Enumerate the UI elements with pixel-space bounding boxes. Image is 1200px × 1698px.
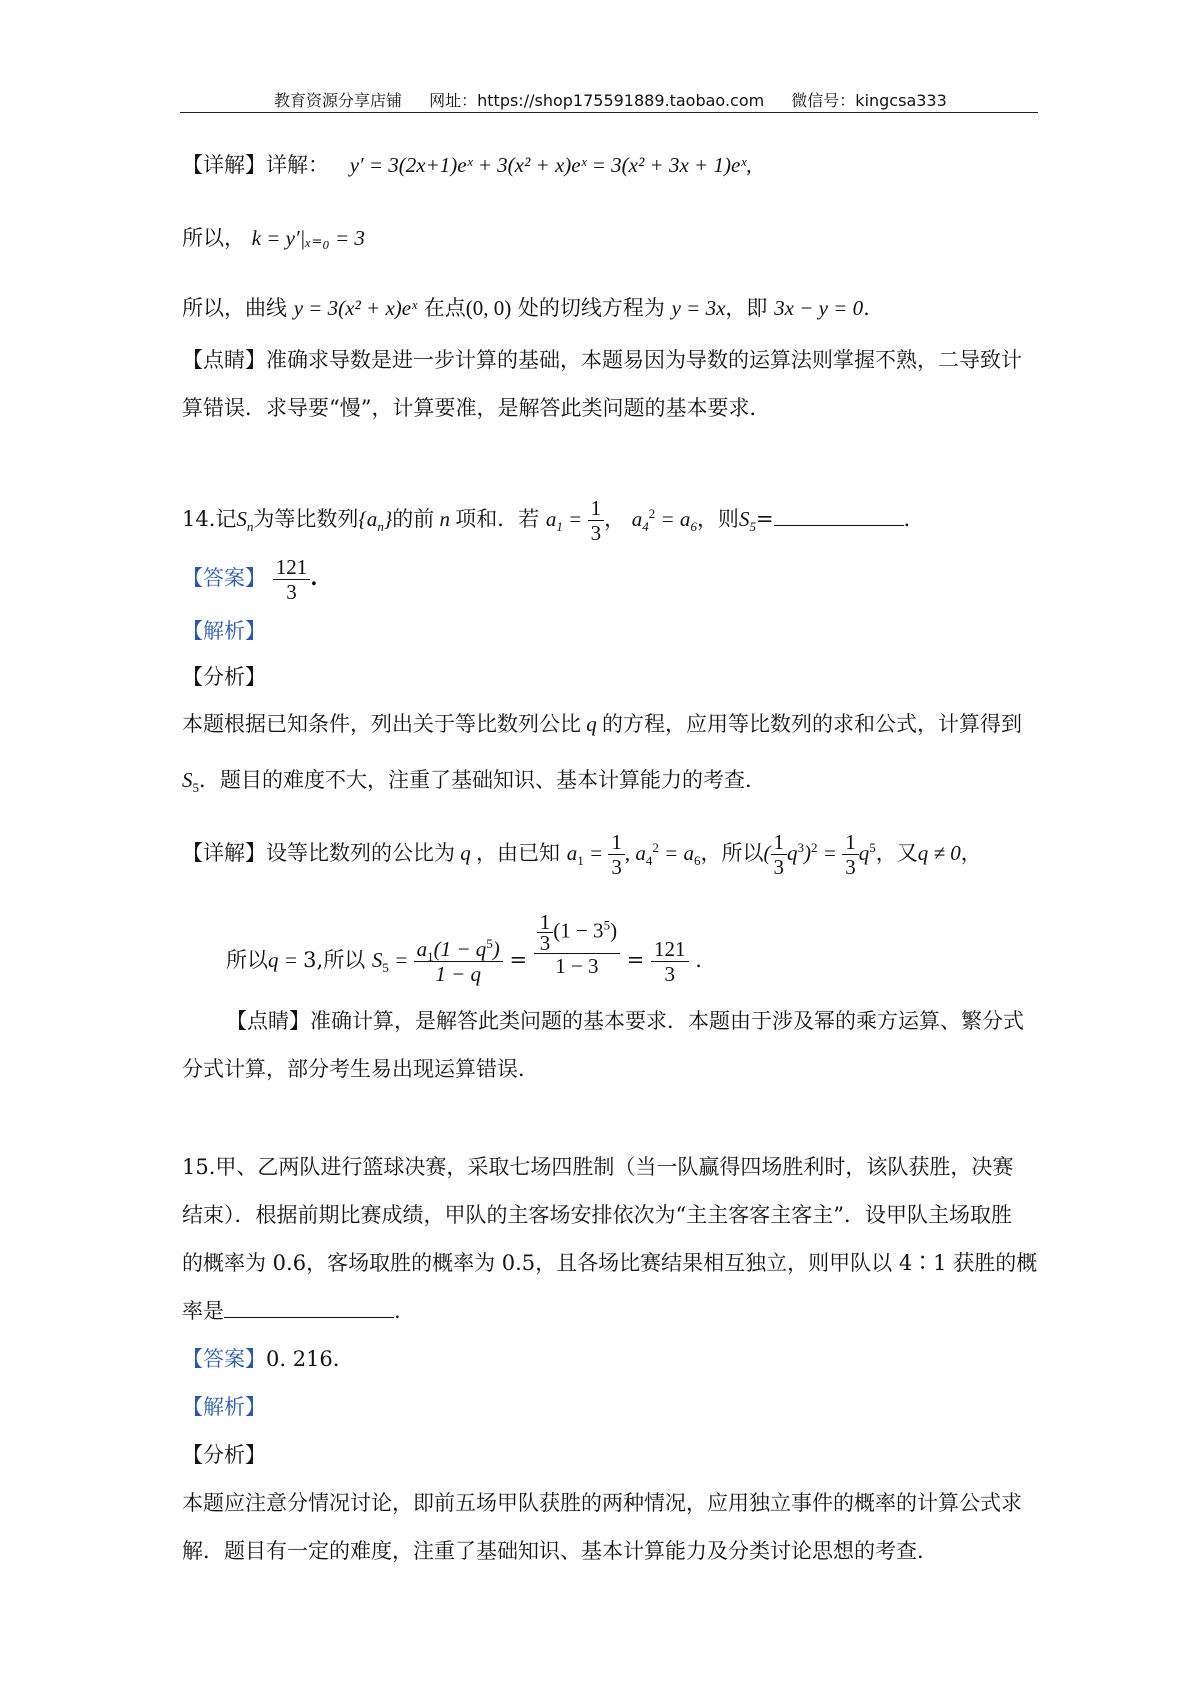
detail-text-1a: 设等比数列的公比为: [266, 841, 455, 865]
tangent-text: 处的切线方程为: [517, 296, 665, 320]
stem-text: 率是: [182, 1299, 224, 1323]
stem-part-3: 项和．若: [455, 507, 540, 531]
period: .: [394, 1299, 401, 1323]
remark-tag: 【点睛】: [182, 348, 266, 372]
slope-formula: k = y′|ₓ₌₀ = 3: [251, 226, 365, 250]
fenxi-text-1b: 的方程，应用等比数列的求和公式，计算得到: [602, 712, 1022, 736]
q13-remark-1: [182, 345, 1022, 375]
curve-formula: y = 3(x² + x)eˣ: [293, 296, 418, 320]
detail-text-1d: ，又: [875, 841, 918, 865]
q14-detail-1: 【详解】设等比数列的公比为 q ，由已知 $a_1$ = $\frac{1}{3}$ , $a_4^2 = a_6$，所以( $\frac{1}{3}$ $q^3)^2$ = $\frac{1}{3}$ $q^5$，又q ≠ 0，: [182, 830, 982, 879]
q14-detail-2: 所以q = 3,所以 $S_5$ = $\frac{a_1(1 - q^5)}{1 - q}$ = $\frac{1}{3}$ $(1 - 3^5)$ 1 − 3 = $\frac{121}{3}$ .: [226, 910, 702, 986]
detail-text-2a: 所以: [226, 948, 268, 972]
stem-part-1: 为等比数列: [253, 507, 359, 531]
q14-number: 14.记: [182, 507, 237, 531]
detail-text-2b: ,所以: [316, 948, 366, 972]
q15-stem-3: 的概率为 0.6，客场取胜的概率为 0.5，且各场比赛结果相互独立，则甲队以 4∶1 获胜的概: [182, 1251, 1038, 1275]
fenxi-text-2: ．题目的难度不大，注重了基础知识、基本计算能力的考查．: [199, 768, 766, 792]
q15-fenxi-2: 解．题目有一定的难度，注重了基础知识、基本计算能力及分类讨论思想的考查．: [182, 1539, 938, 1563]
q15-stem-1: 15.甲、乙两队进行篮球决赛，采取七场四胜制（当一队赢得四场胜利时，该队获胜，决赛: [182, 1155, 1014, 1179]
detail-text-1b: ，由已知: [476, 841, 560, 865]
q14-remark-2: 分式计算，部分考生易出现运算错误．: [182, 1057, 539, 1081]
remark-tag: 【点睛】: [226, 1009, 310, 1033]
q14-fenxi-1: 本题根据已知条件，列出关于等比数列公比 q 的方程，应用等比数列的求和公式，计算得到: [182, 712, 1022, 736]
q14-fenxi-2: $S_5$．题目的难度不大，注重了基础知识、基本计算能力的考查．: [182, 768, 766, 796]
q14-fenxi-tag: 【分析】: [182, 665, 266, 689]
q14-stem: 14.记$S_n$为等比数列$\{a_n\}$的前 n 项和．若 $a_1$ = $\frac{1}{3}$ ， $a_4^2 = a_6$，则$S_5=$ .: [182, 496, 911, 545]
q14-analysis-tag: 【解析】: [182, 619, 266, 643]
so-curve-text: 所以，曲线: [182, 296, 287, 320]
detail-tag: 【详解】: [182, 841, 266, 865]
shop-name: 教育资源分享店铺: [274, 91, 403, 110]
q13-detail: [182, 150, 751, 180]
derivative-formula: y′ = 3(2x+1)eˣ + 3(x² + x)eˣ = 3(x² + 3x + 1)eˣ,: [349, 153, 752, 177]
url-link[interactable]: https://shop175591889.taobao.com: [477, 91, 765, 110]
answer-numerator: 121: [273, 555, 311, 580]
remark-text: 准确求导数是进一步计算的基础，本题易因为导数的运算法则掌握不熟，二导致计: [266, 348, 1022, 372]
answer-tag: 【答案】: [182, 566, 266, 590]
q14-answer: 【答案】 $\frac{121}{3}$ .: [182, 555, 318, 604]
answer-fraction: [273, 555, 311, 604]
point: (0, 0): [465, 296, 512, 320]
fenxi-text-1: 本题根据已知条件，列出关于等比数列公比: [182, 712, 581, 736]
equals-sign: =: [755, 507, 774, 531]
page-header: [274, 88, 969, 111]
stem-part-4: ，则: [696, 507, 739, 531]
answer-denominator: 3: [286, 580, 297, 604]
detail-lead: 详解：: [266, 153, 329, 177]
tangent-formula-2: 3x − y = 0: [774, 296, 864, 320]
url-text: [429, 91, 764, 110]
q15-fenxi-1: 本题应注意分情况讨论，即前五场甲队获胜的两种情况，应用独立事件的概率的计算公式求: [182, 1491, 1022, 1515]
answer-blank[interactable]: [224, 1299, 394, 1318]
stem-part-2: 的前: [392, 507, 435, 531]
wechat-id: 微信号：kingcsa333: [791, 91, 947, 110]
answer-value: 0. 216.: [266, 1347, 340, 1371]
q13-remark-2: 算错误．求导要“慢”，计算要准，是解答此类问题的基本要求．: [182, 396, 771, 420]
q15-stem-2: 结束）．根据前期比赛成绩，甲队的主客场安排依次为“主主客客主客主”．设甲队主场取胜: [182, 1203, 1012, 1227]
q15-analysis-tag: 【解析】: [182, 1395, 266, 1419]
q14-remark-1: [226, 1006, 1024, 1036]
remark-text: 准确计算，是解答此类问题的基本要求．本题由于涉及幂的乘方运算、繁分式: [310, 1009, 1024, 1033]
detail-tag: 【详解】: [182, 153, 266, 177]
period: .: [903, 507, 911, 531]
detail-text-1c: ，所以: [700, 841, 764, 865]
answer-tag: 【答案】: [182, 1347, 266, 1371]
period: .: [863, 296, 870, 320]
header-rule: [180, 112, 1038, 113]
q15-stem-4: [182, 1296, 401, 1326]
tangent-formula: y = 3x: [671, 296, 726, 320]
ie-text: ，即: [725, 296, 768, 320]
q13-k-line: [182, 223, 365, 253]
q13-tangent-line: [182, 293, 870, 323]
url-label: 网址：: [429, 91, 478, 110]
so-text: 所以，: [182, 226, 245, 250]
q15-answer: [182, 1344, 339, 1374]
answer-blank[interactable]: [774, 507, 904, 526]
q15-fenxi-tag: 【分析】: [182, 1443, 266, 1467]
at-point-text: 在点: [423, 296, 466, 320]
